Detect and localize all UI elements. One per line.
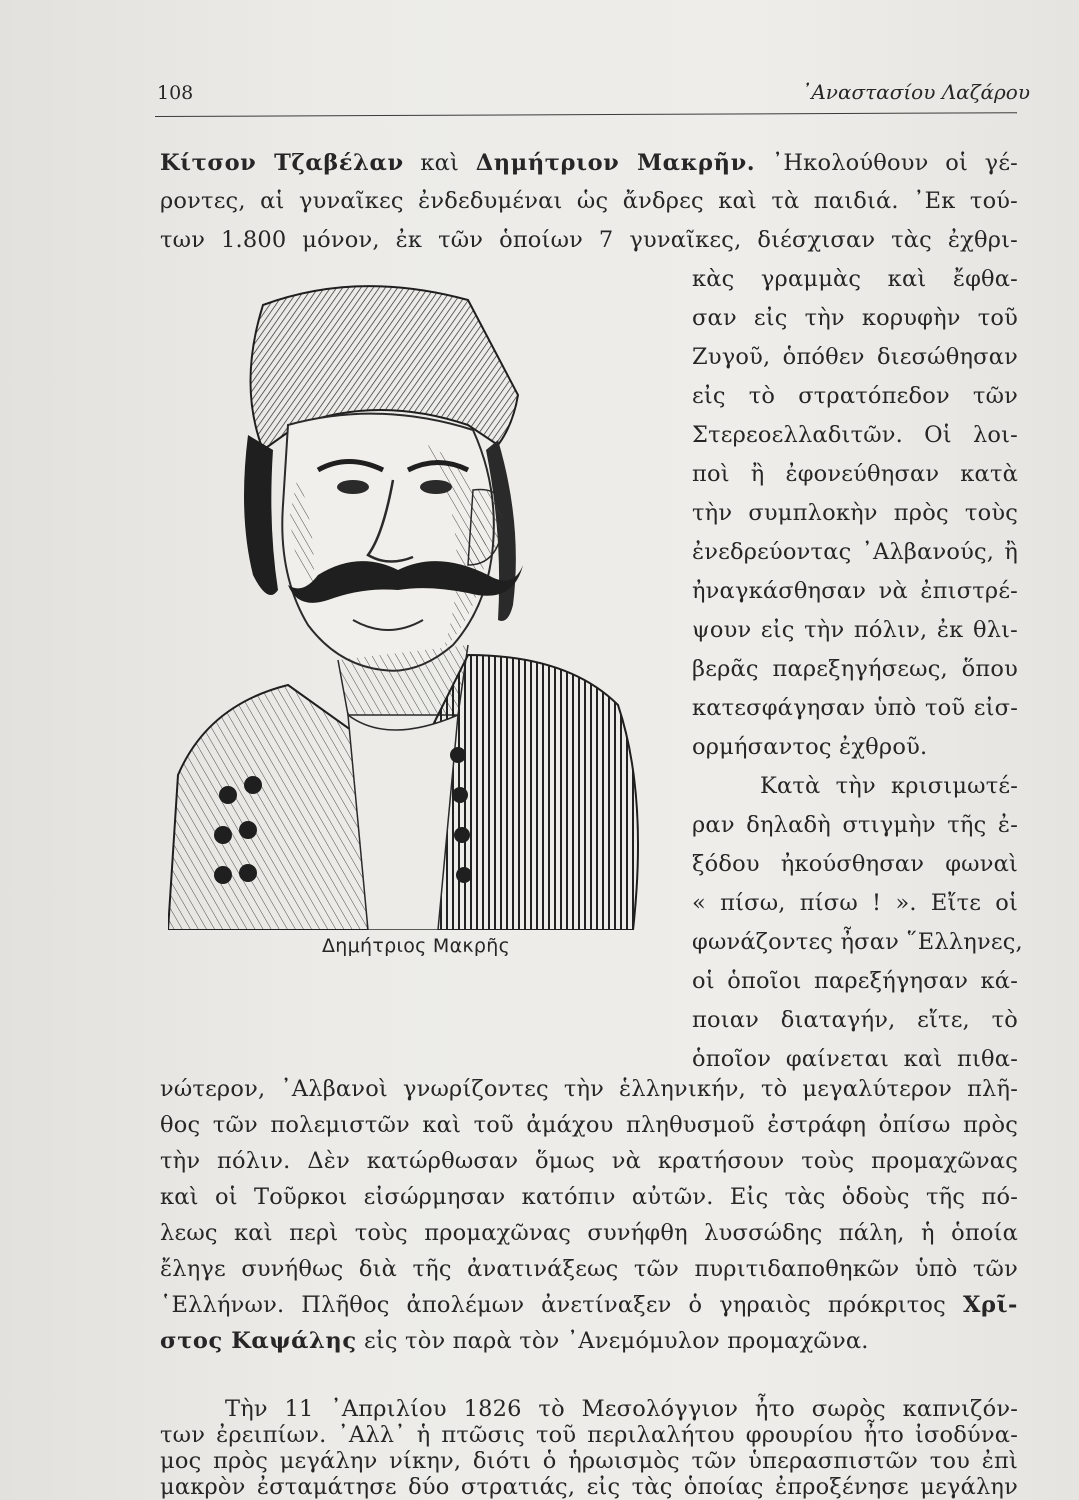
text-line: « πίσω, πίσω ! ». Εἴτε οἱ — [692, 890, 1018, 916]
bold-name: Χρῖ- — [962, 1292, 1018, 1318]
text-line: των ἐρειπίων. ᾿Αλλ᾿ ἡ πτῶσις τοῦ περιλαλήτου φρουρίου ἦτο ἰσοδύνα- — [160, 1422, 1018, 1448]
text-line: φωνάζοντες ἦσαν ῞Ελληνες, — [692, 929, 1023, 955]
text-line: νώτερον, ᾿Αλβανοὶ γνωρίζοντες τὴν ἑλληνικήν, τὸ μεγαλύτερον πλῆ- — [160, 1076, 1018, 1102]
inline-text: ᾿Ηκολούθουν οἱ γέ- — [755, 150, 1018, 176]
text-line: ξόδου ἠκούσθησαν φωναὶ — [692, 851, 1018, 877]
figure-caption: Δημήτριος Μακρῆς — [322, 935, 511, 957]
text-line — [160, 1330, 1018, 1353]
text-line: εἰς τὸ στρατόπεδον τῶν — [692, 383, 1018, 409]
text-line: ροντες, αἱ γυναῖκες ἐνδεδυμέναι ὡς ἄνδρες καὶ τὰ παιδιά. ᾿Εκ τού- — [160, 188, 1018, 214]
text-line: τὴν συμπλοκὴν πρὸς τοὺς — [692, 500, 1018, 526]
bold-name: Δημήτριον Μακρῆν. — [475, 150, 756, 176]
inline-text: ῾Ελλήνων. Πλῆθος ἀπολέμων ἀνετίναξεν ὁ γηραιὸς πρόκριτος — [160, 1292, 963, 1318]
text-line — [160, 1294, 1018, 1317]
text-line: ψουν εἰς τὴν πόλιν, ἐκ θλι- — [692, 617, 1018, 643]
text-line: τὴν πόλιν. Δὲν κατώρθωσαν ὅμως νὰ κρατήσουν τοὺς προμαχῶνας — [160, 1148, 1018, 1174]
text-line: ὁποῖον φαίνεται καὶ πιθα- — [692, 1046, 1018, 1072]
inline-text: εἰς τὸν παρὰ τὸν ᾿Ανεμόμυλον προμαχῶνα. — [356, 1328, 869, 1354]
text-line: μακρὸν ἐσταμάτησε δύο στρατιάς, εἰς τὰς ὁποίας ἐπροξένησε μεγάλην — [160, 1474, 1018, 1500]
text-line — [160, 152, 1018, 175]
portrait-engraving-icon — [168, 275, 658, 930]
text-line: ποιαν διαταγήν, εἴτε, τὸ — [692, 1007, 1018, 1033]
text-line: θος τῶν πολεμιστῶν καὶ τοῦ ἀμάχου πληθυσμοῦ ἐστράφη ὀπίσω πρὸς — [160, 1112, 1018, 1138]
text-line: λεως καὶ περὶ τοὺς προμαχῶνας συνήφθη λυσσώδης πάλη, ἡ ὁποία — [160, 1220, 1018, 1246]
inline-text: καὶ — [403, 150, 476, 176]
text-line: Κατὰ τὴν κρισιμωτέ- — [760, 773, 1018, 799]
text-line: μος πρὸς μεγάλην νίκην, διότι ὁ ἡρωισμὸς τῶν ὑπερασπιστῶν του ἐπὶ — [160, 1448, 1018, 1474]
running-head: ᾿Αναστασίου Λαζάρου — [801, 80, 1030, 104]
bold-name: Κίτσον Τζαβέλαν — [160, 150, 404, 176]
bold-name: στος Καψάλης — [160, 1328, 357, 1354]
text-line: ἐνεδρεύοντας ᾿Αλβανούς, ἢ — [692, 539, 1018, 565]
text-line: κατεσφάγησαν ὑπὸ τοῦ εἰσ- — [692, 695, 1018, 721]
text-line: καὶ οἱ Τοῦρκοι εἰσώρμησαν κατόπιν αὐτῶν. Εἰς τὰς ὁδοὺς τῆς πό- — [160, 1184, 1018, 1210]
text-line: ἠναγκάσθησαν νὰ ἐπιστρέ- — [692, 578, 1018, 604]
text-line: ορμήσαντος ἐχθροῦ. — [692, 734, 928, 760]
text-line: Στερεοελλαδιτῶν. Οἱ λοι- — [692, 422, 1018, 448]
text-line: σαν εἰς τὴν κορυφὴν τοῦ — [692, 305, 1018, 331]
text-line: Τὴν 11 ᾿Απριλίου 1826 τὸ Μεσολόγγιον ἦτο σωρὸς καπνιζόν- — [225, 1396, 1018, 1422]
page-number: 108 — [157, 82, 194, 104]
text-line: βερᾶς παρεξηγήσεως, ὅπου — [692, 656, 1018, 682]
text-line: ἔληγε συνήθως διὰ τῆς ἀνατινάξεως τῶν πυριτιδαποθηκῶν ὑπὸ τῶν — [160, 1256, 1018, 1282]
text-line: ποὶ ἢ ἐφονεύθησαν κατὰ — [692, 461, 1018, 487]
text-line: οἱ ὁποῖοι παρεξήγησαν κά- — [692, 968, 1018, 994]
text-line: των 1.800 μόνον, ἐκ τῶν ὁποίων 7 γυναῖκες, διέσχισαν τὰς ἐχθρι- — [160, 227, 1018, 253]
page-header — [155, 78, 1030, 114]
text-line: Ζυγοῦ, ὁπόθεν διεσώθησαν — [692, 344, 1018, 370]
text-line: κὰς γραμμὰς καὶ ἔφθα- — [692, 266, 1018, 292]
text-line: ραν δηλαδὴ στιγμὴν τῆς ἐ- — [692, 812, 1018, 838]
